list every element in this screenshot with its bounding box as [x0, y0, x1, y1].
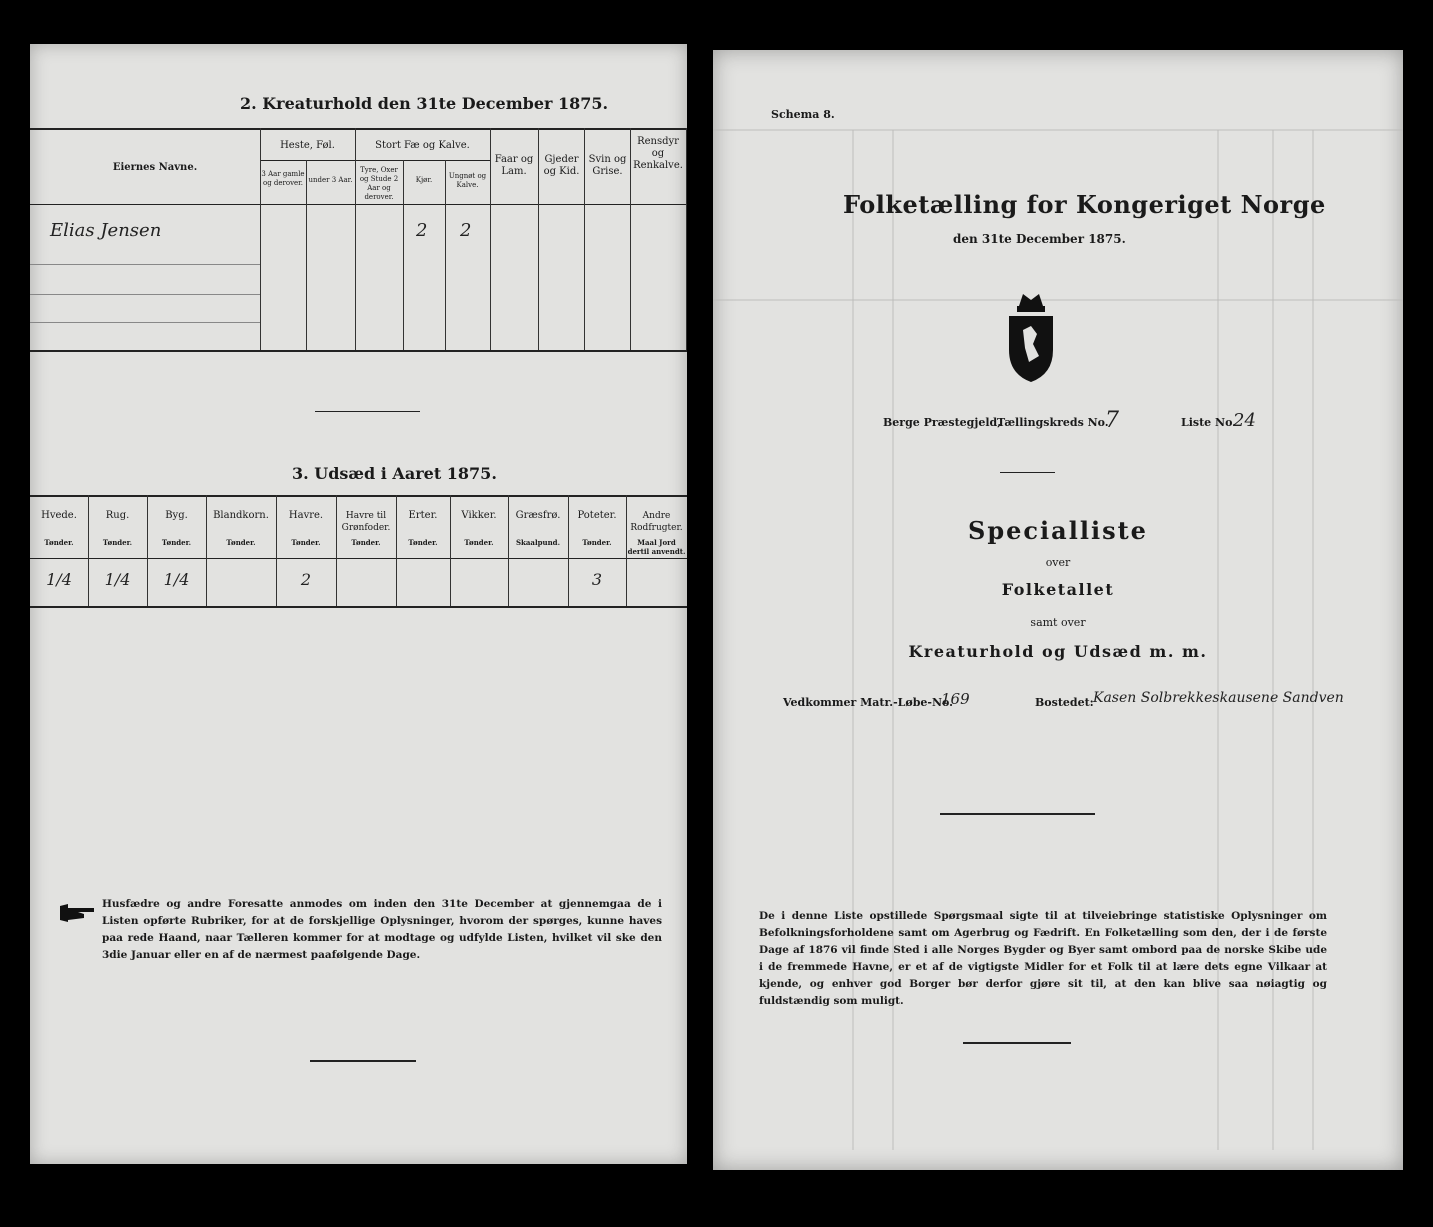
divider-middle-right — [940, 813, 1095, 815]
table3-bottom-line — [30, 606, 687, 608]
parish-label: Berge Præstegjeld, — [883, 416, 1002, 429]
horses-under3-header: under 3 Aar. — [308, 176, 353, 184]
sowing-value: 1/4 — [104, 570, 131, 589]
sowing-col-unit: Tønder. — [161, 538, 192, 547]
matr-label: Vedkommer Matr.-Løbe-No. — [783, 696, 953, 709]
table2-bottom-line — [30, 350, 687, 352]
section2-title: 2. Kreaturhold den 31te December 1875. — [240, 94, 609, 113]
district-value: 7 — [1105, 408, 1119, 433]
census-paragraph: De i denne Liste opstillede Spørgsmaal sigte til at tilveiebringe statistiske Oplysninger om Befolkningsforholdene samt om Agerbrug og Fædrift. En Folketælling som den, der i de første Dage af 1876 vil finde Sted i alle Norges Bygder og Byer samt ombord paa de norske Skibe ude i de fremmede Havne, er et af de vigtigste Midler for et Folk til at lære dets egne Vilkaar at kjende, og enhver god Borger bør derfor gjøre sit til, at den kan blive saa nøiagtig og fuldstændig som muligt. — [759, 910, 1327, 1007]
bosted-label: Bostedet: — [1035, 696, 1094, 709]
young-cattle-header: Ungnøt og Kalve. — [448, 172, 487, 189]
sowing-col-header: Havre til Grønfoder. — [341, 511, 391, 533]
cows-header: Kjør. — [415, 176, 433, 184]
census-date: den 31te December 1875. — [953, 232, 1126, 246]
sowing-value: 1/4 — [46, 570, 72, 589]
schema-label: Schema 8. — [771, 108, 835, 121]
table3-header-line — [30, 558, 687, 559]
sowing-col-header: Erter. — [408, 510, 438, 521]
sowing-col-unit: Tønder. — [464, 538, 494, 547]
specialliste-title: Specialliste — [968, 516, 1148, 545]
coat-of-arms-icon — [1001, 286, 1061, 390]
census-title: Folketælling for Kongeriget Norge — [843, 190, 1326, 219]
owner-name-value: Elias Jensen — [50, 220, 162, 241]
cows-value: 2 — [416, 220, 428, 241]
divider-short — [315, 411, 420, 412]
sowing-col-header: Rug. — [105, 510, 130, 521]
matr-value: 169 — [941, 690, 970, 708]
sowing-col-header: Poteter. — [577, 510, 617, 521]
sowing-col-unit: Tønder. — [291, 538, 321, 547]
horses-header: Heste, Føl. — [280, 140, 335, 151]
sowing-value: 1/4 — [163, 570, 190, 589]
notice-text: Husfædre og andre Foresatte anmodes om inden den 31te December at gjennemgaa de i Listen opførte Rubriker, for at de forskjellige Oplysninger, hvorom der spørges, kunne haves paa rede Haand, naar Tælleren kommer for at modtage og udfylde Listen, hvilket vil ske den 3die Januar eller en af de nærmest paafølgende Dage. — [102, 898, 662, 961]
pointing-hand-icon — [58, 902, 98, 928]
sowing-col-unit: Tønder. — [44, 538, 74, 547]
pigs-header: Svin og Grise. — [588, 154, 627, 177]
divider-bottom-left — [310, 1060, 416, 1062]
calves-value: 2 — [460, 220, 472, 241]
kreaturhold-text: Kreaturhold og Udsæd m. m. — [908, 642, 1208, 661]
table3-top-line — [30, 495, 687, 497]
sowing-col-unit: Tønder. — [582, 538, 612, 547]
table2-top-line — [30, 128, 687, 130]
owner-name-header: Eiernes Navne. — [112, 162, 198, 173]
folketallet-text: Folketallet — [1001, 580, 1115, 599]
sowing-value: 2 — [300, 570, 312, 589]
sowing-col-unit: Tønder. — [351, 538, 381, 547]
sowing-col-header: Havre. — [288, 510, 324, 521]
district-label: Tællingskreds No. — [997, 416, 1109, 429]
sowing-col-header: Blandkorn. — [213, 510, 269, 521]
sowing-col-header: Byg. — [165, 510, 188, 521]
over-text-1: over — [1045, 556, 1071, 569]
cattle-header: Stort Fæ og Kalve. — [375, 140, 470, 151]
reindeer-header: Rensdyr og Renkalve. — [633, 136, 683, 171]
samt-over-text: samt over — [1030, 616, 1086, 629]
sowing-col-unit: Tønder. — [408, 538, 438, 547]
sowing-col-unit: Tønder. — [226, 538, 256, 547]
bulls-header: Tyre, Oxer og Stude 2 Aar og derover. — [359, 166, 399, 201]
left-page — [30, 44, 687, 1164]
divider-bottom-right — [963, 1042, 1071, 1044]
sowing-col-header: Vikker. — [461, 510, 497, 521]
sowing-col-unit: Skaalpund. — [515, 538, 561, 547]
section3-title: 3. Udsæd i Aaret 1875. — [292, 464, 497, 483]
sowing-col-header: Andre Rodfrugter. — [630, 511, 683, 533]
bosted-value: Kasen Solbrekkeskausene Sandven — [1093, 690, 1344, 706]
sheep-header: Faar og Lam. — [494, 154, 534, 177]
right-page — [713, 50, 1403, 1170]
goats-header: Gjeder og Kid. — [543, 154, 580, 177]
list-value: 24 — [1233, 410, 1256, 431]
sowing-value: 3 — [591, 570, 603, 589]
table2-header-line — [30, 204, 687, 205]
list-label: Liste No. — [1181, 416, 1237, 429]
horses-3yr-header: 3 Aar gamle og derover. — [261, 170, 305, 187]
sowing-col-header: Hvede. — [41, 510, 77, 521]
sowing-col-header: Græsfrø. — [515, 510, 561, 521]
sowing-col-unit: Tønder. — [102, 538, 133, 547]
sowing-col-unit: Maal Jord dertil anvendt. — [627, 538, 686, 556]
